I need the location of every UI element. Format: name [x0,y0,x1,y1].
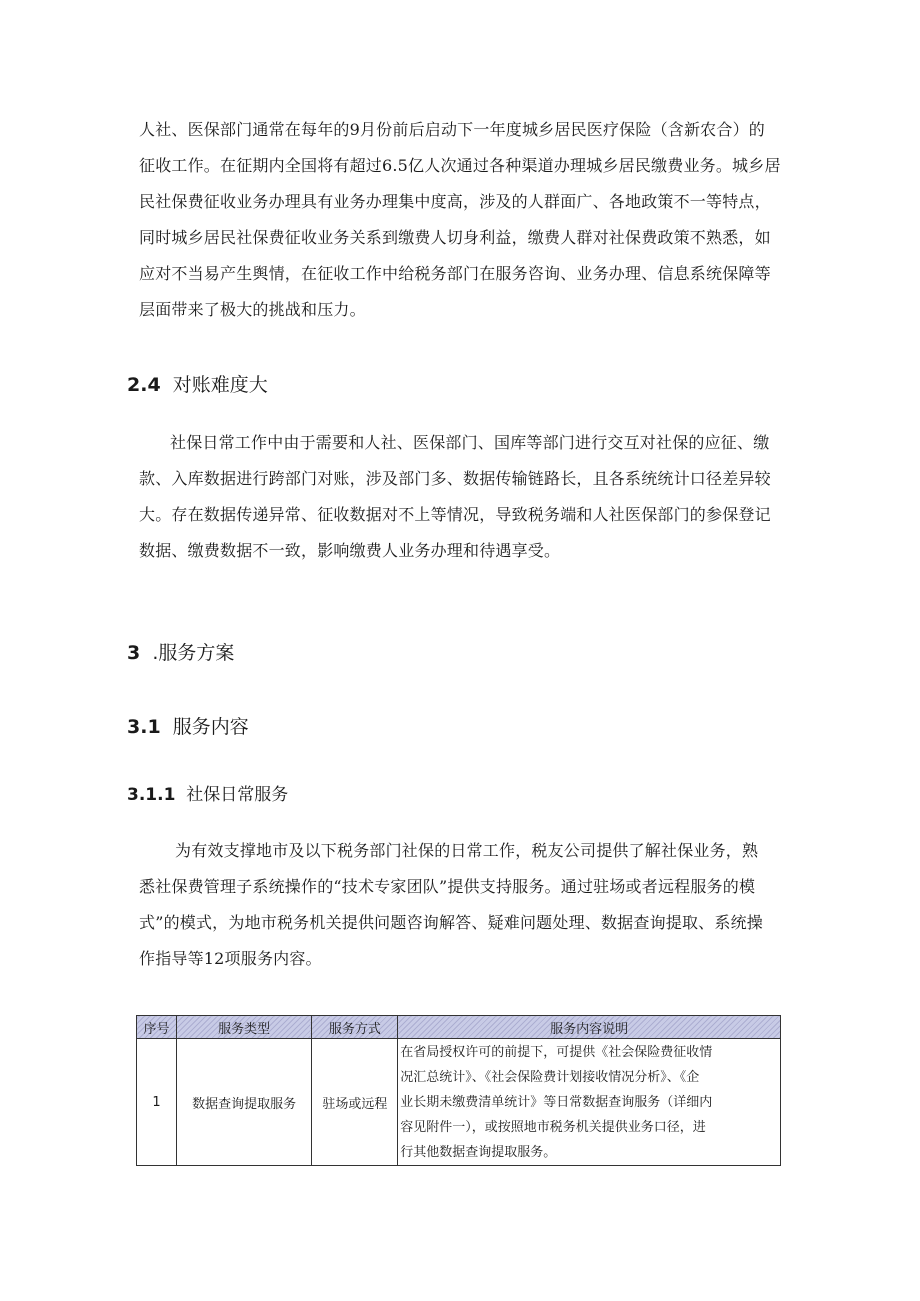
desc-line: 在省局授权许可的前提下，可提供《社会保险费征收情 [400,1044,713,1060]
heading-number: 3.1.1 [127,785,176,805]
cell-type: 数据查询提取服务 [176,1039,312,1166]
paragraph-line: 悉社保费管理子系统操作的“技术专家团队”提供支持服务。通过驻场或者远程服务的模 [139,877,756,896]
section-2-4-paragraph [139,425,771,569]
paragraph-line: 式”的模式，为地市税务机关提供问题咨询解答、疑难问题处理、数据查询提取、系统操 [139,913,763,932]
paragraph-line: 应对不当易产生舆情，在征收工作中给税务部门在服务咨询、业务办理、信息系统保障等 [139,264,771,283]
section-3-1-1-paragraph [139,833,763,977]
intro-paragraph [139,112,781,328]
heading-title: .服务方案 [152,642,235,664]
heading-3 [127,638,234,665]
table-row [137,1039,781,1166]
column-header-mode: 服务方式 [312,1016,398,1039]
paragraph-line: 数据、缴费数据不一致，影响缴费人业务办理和待遇享受。 [139,541,561,560]
paragraph-line: 社保日常工作中由于需要和人社、医保部门、国库等部门进行交互对社保的应征、缴 [170,433,770,452]
heading-2-4 [127,370,268,397]
desc-line: 业长期未缴费清单统计》等日常数据查询服务（详细内 [400,1094,713,1110]
column-header-no: 序号 [137,1016,177,1039]
paragraph-line: 层面带来了极大的挑战和压力。 [139,300,366,319]
table-header-row [137,1016,781,1039]
heading-3-1 [127,712,249,739]
service-table [136,1015,781,1166]
paragraph-line: 人社、医保部门通常在每年的9月份前后启动下一年度城乡居民医疗保险（含新农合）的 [139,120,765,139]
paragraph-line: 款、入库数据进行跨部门对账，涉及部门多、数据传输链路长，且各系统统计口径差异较 [139,469,771,488]
heading-number: 3.1 [127,716,161,738]
paragraph-line: 民社保费征收业务办理具有业务办理集中度高，涉及的人群面广、各地政策不一等特点， [139,192,771,211]
paragraph-line: 为有效支撑地市及以下税务部门社保的日常工作，税友公司提供了解社保业务，熟 [175,841,759,860]
cell-desc [398,1039,781,1166]
cell-mode: 驻场或远程 [312,1039,398,1166]
desc-line: 况汇总统计》、《社会保险费计划接收情况分析》、《企 [400,1069,700,1085]
paragraph-line: 征收工作。在征期内全国将有超过6.5亿人次通过各种渠道办理城乡居民缴费业务。城乡居 [139,156,781,175]
paragraph-line: 作指导等12项服务内容。 [139,949,322,968]
desc-line: 容见附件一），或按照地市税务机关提供业务口径，进 [400,1119,706,1135]
column-header-desc: 服务内容说明 [398,1016,781,1039]
heading-number: 3 [127,642,141,664]
heading-3-1-1 [127,780,288,805]
cell-no: 1 [137,1039,177,1166]
heading-number: 2.4 [127,374,161,396]
desc-line: 行其他数据查询提取服务。 [400,1144,557,1160]
heading-title: 服务内容 [172,716,249,738]
column-header-type: 服务类型 [176,1016,312,1039]
heading-title: 社保日常服务 [186,785,289,805]
paragraph-line: 大。存在数据传递异常、征收数据对不上等情况，导致税务端和人社医保部门的参保登记 [139,505,771,524]
paragraph-line: 同时城乡居民社保费征收业务关系到缴费人切身利益，缴费人群对社保费政策不熟悉，如 [139,228,771,247]
heading-title: 对账难度大 [172,374,268,396]
